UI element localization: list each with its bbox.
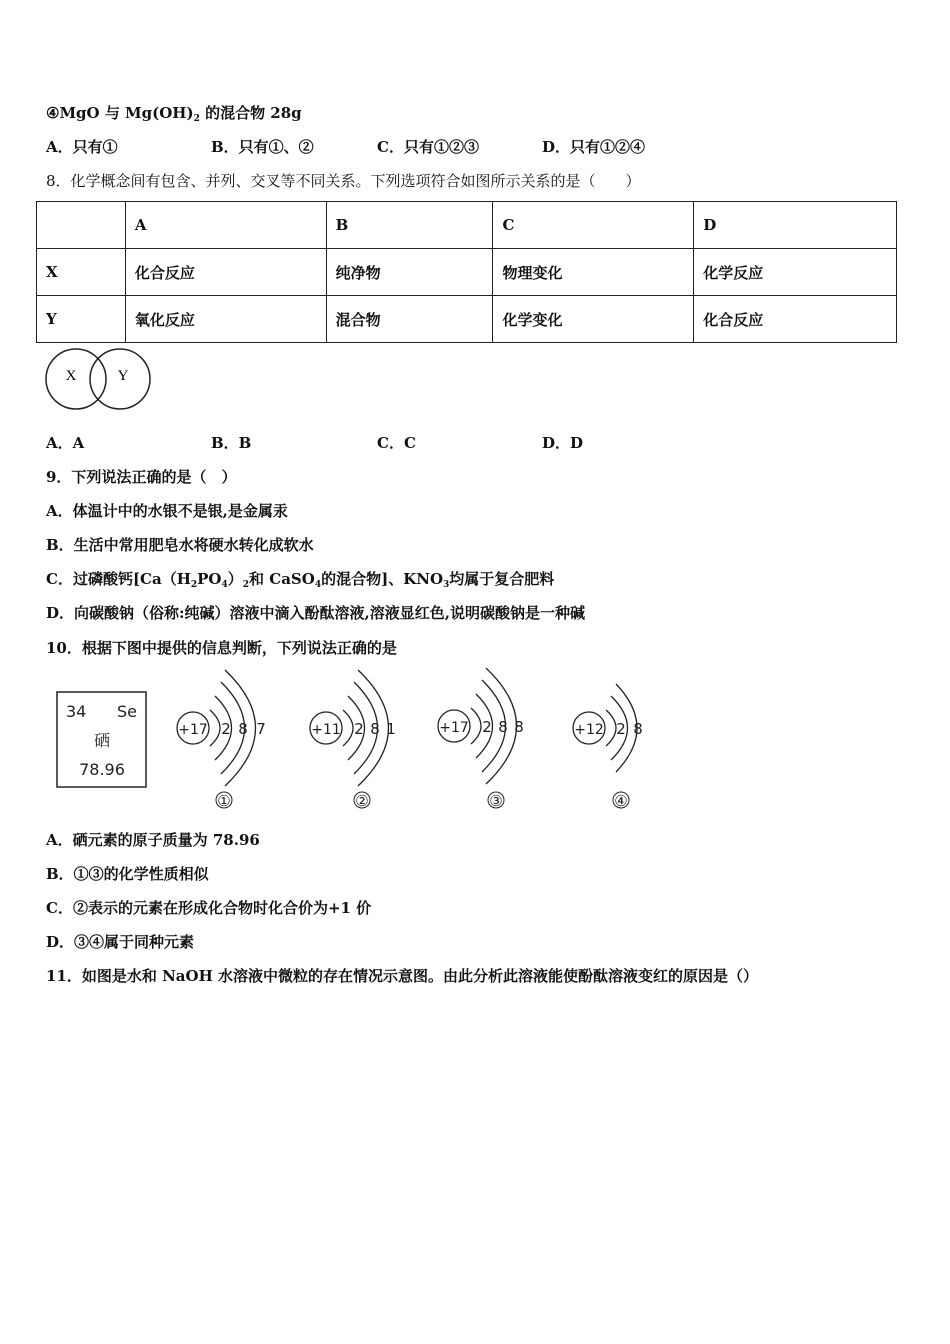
svg-text:8: 8: [238, 720, 248, 738]
svg-text:①: ①: [217, 792, 231, 810]
svg-text:2: 2: [221, 720, 231, 738]
table-cell: 混合物: [326, 296, 493, 343]
svg-text:8: 8: [633, 720, 643, 738]
table-cell: 化学反应: [694, 249, 897, 296]
element-mass: 78.96: [79, 760, 125, 779]
svg-text:+12: +12: [574, 722, 604, 738]
table-cell: Y: [37, 296, 126, 343]
table-cell: D: [694, 202, 897, 249]
q10-option-d: D．③④属于同种元素: [46, 933, 195, 951]
venn-label-y: Y: [117, 368, 129, 384]
table-cell: 化合反应: [694, 296, 897, 343]
q11-stem: 11．如图是水和 NaOH 水溶液中微粒的存在情况示意图。由此分析此溶液能使酚酞溶液变红的原因是（）: [46, 967, 758, 985]
q8-option-d: D．D: [542, 434, 584, 452]
atom-diagram-4: [573, 684, 643, 810]
q7-option-b: B．只有①、②: [211, 138, 314, 156]
q9-option-b: B．生活中常用肥皂水将硬水转化成软水: [46, 536, 314, 554]
table-cell: A: [125, 202, 326, 249]
table-cell: C: [493, 202, 694, 249]
venn-diagram: [44, 346, 156, 414]
svg-text:8: 8: [514, 718, 524, 736]
table-cell: X: [37, 249, 126, 296]
q8-option-c: C．C: [377, 434, 416, 452]
atom-diagram-1: [177, 670, 266, 810]
svg-text:8: 8: [498, 718, 508, 736]
element-atomic-number: 34: [66, 702, 87, 721]
table-cell: 氧化反应: [125, 296, 326, 343]
q9-option-a: A．体温计中的水银不是银,是金属汞: [46, 502, 288, 520]
question-option-4-line: ④MgO 与 $Mg(OH)_2$ 的混合物 28g: [46, 104, 302, 124]
q10-option-a: A．硒元素的原子质量为 78.96: [46, 831, 260, 849]
svg-text:+11: +11: [311, 722, 341, 738]
table-row: [37, 296, 897, 343]
q7-option-d: D．只有①②④: [542, 138, 646, 156]
element-symbol: Se: [117, 702, 137, 721]
table-cell: B: [326, 202, 493, 249]
q8-table: [36, 201, 897, 343]
svg-text:③: ③: [489, 792, 503, 810]
q7-option-c: C．只有①②③: [377, 138, 479, 156]
table-cell: 物理变化: [493, 249, 694, 296]
svg-text:8: 8: [370, 720, 380, 738]
svg-text:2: 2: [354, 720, 364, 738]
svg-text:+17: +17: [178, 722, 208, 738]
q10-option-c: C．②表示的元素在形成化合物时化合价为+1 价: [46, 899, 372, 917]
q10-stem: 10．根据下图中提供的信息判断，下列说法正确的是: [46, 639, 397, 657]
svg-text:2: 2: [616, 720, 626, 738]
table-cell: [37, 202, 126, 249]
svg-text:+17: +17: [439, 720, 469, 736]
q8-option-b: B．B: [211, 434, 252, 452]
atomic-structure-figure: [50, 668, 670, 814]
q8-option-a: A．A: [46, 434, 85, 452]
table-cell: 化学变化: [493, 296, 694, 343]
atom-diagram-3: [438, 668, 524, 810]
svg-text:1: 1: [386, 720, 396, 738]
svg-text:②: ②: [355, 792, 369, 810]
atom-diagram-2: [310, 670, 396, 810]
q9-option-d: D．向碳酸钠（俗称:纯碱）溶液中滴入酚酞溶液,溶液显红色,说明碳酸钠是一种碱: [46, 604, 585, 622]
venn-label-x: X: [65, 368, 77, 384]
svg-text:2: 2: [482, 718, 492, 736]
svg-text:7: 7: [256, 720, 266, 738]
q9-stem: 9．下列说法正确的是（ ）: [46, 468, 237, 486]
q10-option-b: B．①③的化学性质相似: [46, 865, 209, 883]
q8-stem: 8．化学概念间有包含、并列、交叉等不同关系。下列选项符合如图所示关系的是（ ）: [46, 172, 641, 190]
table-header-row: [37, 202, 897, 249]
q7-option-a: A．只有①: [46, 138, 118, 156]
q9-option-c: C．过磷酸钙[$Ca(H_2PO_4)_2$和 CaSO$_4$的混合物]、$KNO_3$均属于复合肥料: [46, 570, 555, 590]
table-row: [37, 249, 897, 296]
svg-text:④: ④: [614, 792, 628, 810]
element-name: 硒: [93, 731, 111, 750]
table-cell: 纯净物: [326, 249, 493, 296]
table-cell: 化合反应: [125, 249, 326, 296]
